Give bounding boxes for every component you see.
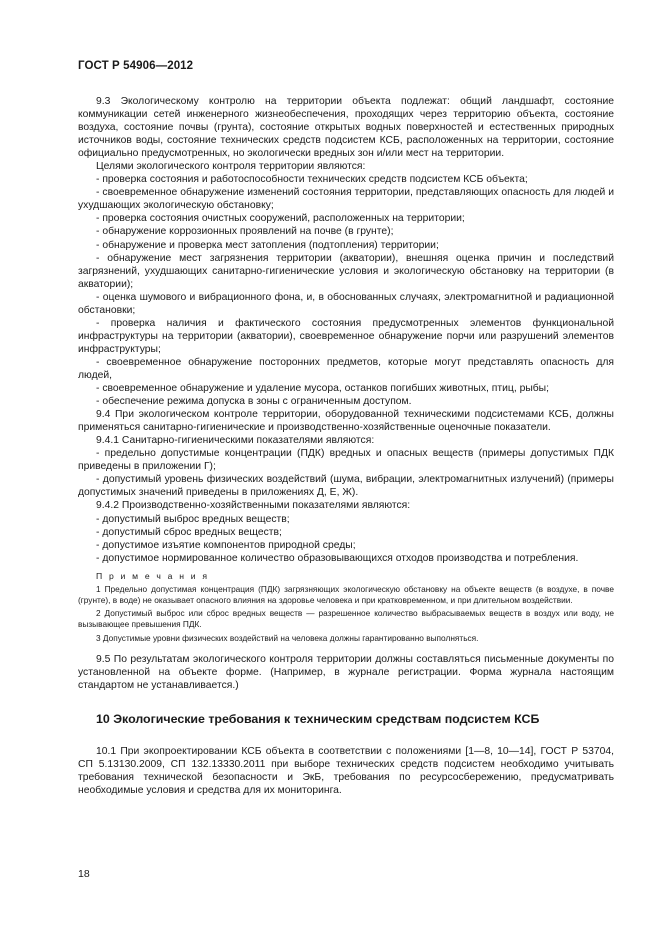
list-item: - обнаружение и проверка мест затопления (подтопления) территории;: [96, 239, 439, 251]
paragraph-9-4: 9.4 При экологическом контроле территории, оборудованной техническими подсистемами КСБ, должны применяться санитарно-гигиенические и производственно-хозяйственные оценочные показатели.: [78, 409, 614, 434]
paragraph-10-1: 10.1 При экопроектировании КСБ объекта в соответствии с положениями [1—8, 10—14], ГОСТ Р 53704, СП 5.13130.2009, СП 132.13330.2011 при выборе технических средств подсистем необходимо учитывать требования технической безопасности и ЭкБ, требования по ресурсосбережению, предусматривать необходимые условия и средства для их мониторинга.: [78, 745, 614, 796]
list-item: - допустимое изъятие компонентов природной среды;: [96, 539, 356, 551]
paragraph-9-4-1: 9.4.1 Санитарно-гигиеническими показателями являются:: [96, 435, 375, 447]
list-item: - допустимое нормированное количество образовывающихся отходов производства и потребления.: [96, 552, 579, 564]
list-item: - проверка наличия и фактического состояния предусмотренных элементов функциональной инфраструктуры на территории (акватории), своевременное обнаружение порчи или разрушений элементов инфраструктуры;: [78, 317, 614, 355]
section-10-title: 10 Экологические требования к техническим средствам подсистем КСБ: [96, 711, 540, 726]
list-item: - допустимый уровень физических воздействий (шума, вибрации, электромагнитных излучений) (примеры допустимых значений приведены в приложениях Д, Е, Ж).: [78, 474, 614, 499]
note-item: 1 Предельно допустимая концентрация (ПДК) загрязняющих экологическую обстановку на объекте веществ (в воздухе, в почве (грунте), в воде) не оказывает опасного влияния на здоровье человека и при кратковременном, и при длительном воздействии.: [78, 583, 614, 605]
list-item: - допустимый сброс вредных веществ;: [96, 526, 282, 538]
list-item: - своевременное обнаружение и удаление мусора, останков погибших животных, птиц, рыбы;: [96, 383, 549, 395]
list-item: - проверка состояния и работоспособности технических средств подсистем КСБ объекта;: [96, 174, 528, 186]
list-item: - обнаружение мест загрязнения территории (акватории), внешняя оценка причин и последствий загрязнений, ухудшающих санитарно-гигиенические условия и экологическую обстановку на территории (в акватории);: [78, 252, 614, 290]
note-item: 2 Допустимый выброс или сброс вредных веществ — разрешенное количество выбрасываемых веществ в воздух или воду, не вызывающее превышения ПДК.: [78, 608, 614, 630]
list-item: - обеспечение режима допуска в зоны с ограниченным доступом.: [96, 396, 412, 408]
list-item: - предельно допустимые концентрации (ПДК) вредных и опасных веществ (примеры допустимых ПДК приведены в приложении Г);: [78, 448, 614, 473]
paragraph-9-3: 9.3 Экологическому контролю на территории объекта подлежат: общий ландшафт, состояние коммуникации сетей инженерного жизнеобеспечения, проходящих через территорию объекта, состояние воздуха, состояние почвы (грунта), состояние открытых водных поверхностей и естественных природных источников воды, состояние технических средств подсистем КСБ, расположенных на территории, состояние официально предусмотренных, но экологически вредных зон и/или мест на территории.: [78, 96, 614, 160]
list-item: - своевременное обнаружение изменений состояния территории, представляющих опасность для людей и ухудшающих экологическую обстановку;: [78, 187, 614, 212]
list-item: - допустимый выброс вредных веществ;: [96, 513, 290, 525]
list-item: - проверка состояния очистных сооружений, расположенных на территории;: [96, 213, 465, 225]
paragraph-goals-intro: Целями экологического контроля территории являются:: [96, 161, 366, 173]
document-header: ГОСТ Р 54906—2012: [78, 60, 194, 72]
list-item: - оценка шумового и вибрационного фона, и, в обоснованных случаях, электромагнитной и радиационной обстановки;: [78, 291, 614, 316]
paragraph-9-5: 9.5 По результатам экологического контроля территории должны составляться письменные документы по установленной на объекте форме. (Например, в журнале регистрации. Форма журнала настоящим стандартом не устанавливается.): [78, 653, 614, 691]
list-item: - своевременное обнаружение посторонних предметов, которые могут представлять опасность для людей,: [78, 356, 614, 381]
page-content: [78, 95, 614, 797]
notes-title: П р и м е ч а н и я: [96, 570, 210, 581]
paragraph-9-4-2: 9.4.2 Производственно-хозяйственными показателями являются:: [96, 500, 411, 512]
note-item: 3 Допустимые уровни физических воздействий на человека должны гарантированно выполняться.: [96, 632, 479, 643]
list-item: - обнаружение коррозионных проявлений на почве (в грунте);: [96, 226, 394, 238]
page-number: 18: [78, 868, 90, 880]
